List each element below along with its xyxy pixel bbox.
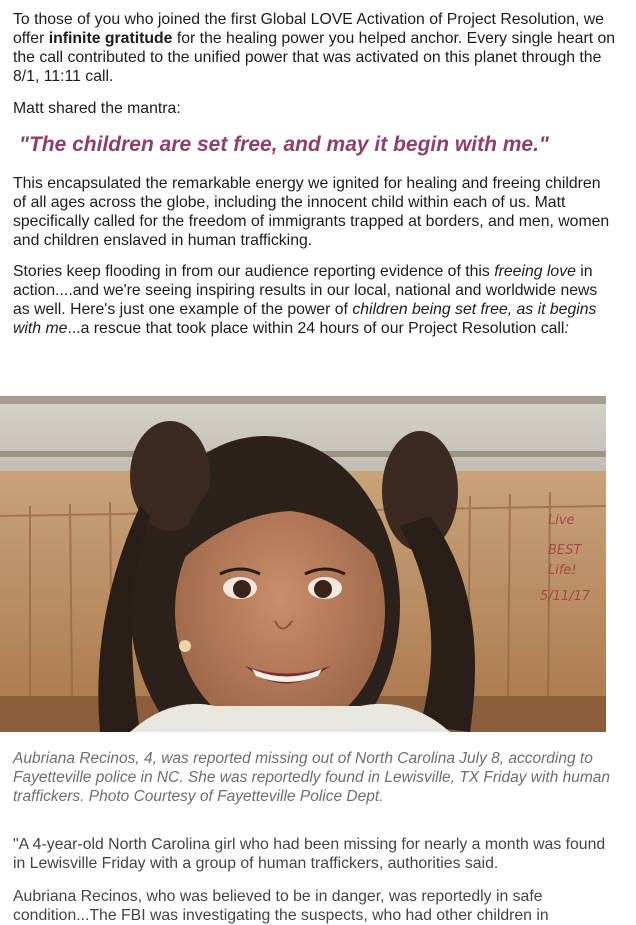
stories-text-2: in action....and we're seeing inspiring results in our local, national and worldwide news as well. Here's just one example of the power of <box>13 263 598 318</box>
photo-caption: Aubriana Recinos, 4, was reported missing out of North Carolina July 8, according to Fayetteville police in NC. She was reportedly found in Lewisville, TX Friday with human traffickers. Photo Courtesy of Fayetteville Police Dept. <box>13 750 611 805</box>
stories-text-3: ...a rescue that took place within 24 hours of our Project Resolution call <box>67 320 565 337</box>
stories-italic-1: freeing love <box>494 263 576 280</box>
girl-photo <box>0 396 606 732</box>
intro-text-2: for the healing power you helped anchor. Every single heart on the call contributed to the unified power that was activated on this planet through the 8/1, 11:11 call. <box>13 30 616 85</box>
stories-italic-3: : <box>564 320 569 337</box>
energy-paragraph: This encapsulated the remarkable energy we ignited for healing and freeing children of all ages across the globe, including the innocent child within each of us. Matt specifically called for the freedom of immigrants trapped at borders, and men, women and children enslaved in human trafficking. <box>13 175 610 249</box>
handwriting-line-3: Life! <box>548 563 577 578</box>
handwriting-line-4: 5/11/17 <box>540 589 591 604</box>
intro-text-1: To those of you who joined the first Global LOVE Activation of Project Resolution, we offer <box>13 11 604 47</box>
handwriting-line-1: Live <box>548 513 575 528</box>
stories-italic-2: children being set free, as it begins with me <box>13 301 597 337</box>
last-paragraph: Aubriana Recinos, who was believed to be in danger, was reportedly in safe condition...The FBI was investigating the suspects, who had other children in <box>13 888 549 924</box>
handwriting-line-2: BEST <box>548 543 582 558</box>
stories-text-1: Stories keep flooding in from our audience reporting evidence of this <box>13 263 495 280</box>
intro-paragraph <box>13 10 618 86</box>
intro-bold-text: infinite gratitude <box>48 30 173 47</box>
stories-paragraph <box>13 262 618 338</box>
quote-paragraph: "A 4-year-old North Carolina girl who had been missing for nearly a month was found in Lewisville Friday with a group of human traffickers, authorities said. <box>13 836 606 872</box>
mantra-intro: Matt shared the mantra: <box>13 100 181 117</box>
mantra-quote: "The children are set free, and may it begin with me." <box>19 133 549 156</box>
